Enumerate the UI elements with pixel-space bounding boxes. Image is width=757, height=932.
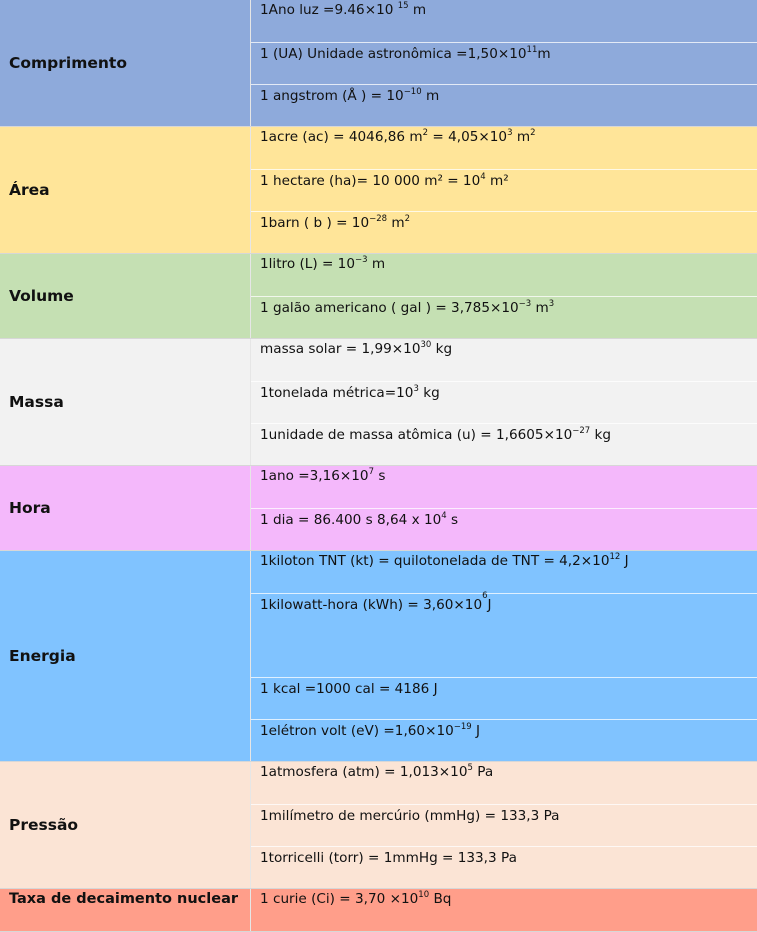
conversion-text: 1 galão americano ( gal ) = 3,785×10: [260, 300, 519, 316]
conversion-text: 1 angstrom (Å ) = 10: [260, 88, 404, 104]
conversion-text: m: [387, 215, 405, 231]
conversion-row: [251, 254, 757, 296]
conversion-row: [251, 169, 757, 211]
conversion-text: J: [471, 723, 481, 739]
exponent: −10: [403, 87, 422, 97]
exponent: 11: [526, 45, 538, 55]
category-label: Área: [9, 181, 50, 199]
conversion-text: kg: [418, 385, 440, 401]
conversion-text: Pa: [472, 764, 494, 780]
conversion-row: [251, 762, 757, 804]
conversion-text: 1elétron volt (eV) =1,60×10: [260, 723, 454, 739]
exponent: 30: [420, 340, 432, 350]
exponent: −28: [369, 214, 388, 224]
conversion-text: 1litro (L) = 10: [260, 256, 355, 272]
conversion-text: 1kiloton TNT (kt) = quilotonelada de TNT = 4,2×10: [260, 553, 610, 569]
category-group: [0, 551, 757, 762]
conversion-row: [251, 339, 757, 381]
category-group: [0, 127, 757, 254]
conversion-row: [251, 889, 757, 931]
exponent: −27: [572, 426, 591, 436]
conversion-row: 1kilowatt-hora (kWh) = 3,60×10 6 J: [251, 593, 757, 677]
conversion-text: m: [421, 88, 440, 104]
exponent: −19: [453, 722, 472, 732]
exponent: 2: [404, 214, 411, 224]
category-group: [0, 254, 757, 339]
exponent: 7: [368, 467, 374, 477]
conversion-row: [251, 846, 757, 888]
conversion-text: 1tonelada métrica=10: [260, 385, 414, 401]
conversion-row: [251, 508, 757, 550]
conversion-text: Bq: [429, 891, 452, 907]
exponent: 3: [413, 384, 419, 394]
conversion-text: 1milímetro de mercúrio (mmHg) = 133,3 Pa: [260, 808, 560, 824]
conversion-row: [251, 551, 757, 593]
conversion-text: m: [512, 129, 531, 145]
exponent: 15: [397, 1, 409, 11]
category-group: [0, 339, 757, 466]
exponent: 3: [507, 128, 513, 138]
conversion-row: [251, 296, 757, 338]
conversion-text: 1 kcal =1000 cal = 4186 J: [260, 681, 438, 697]
category-group: [0, 466, 757, 551]
conversion-row: [251, 211, 757, 253]
conversion-row: [251, 423, 757, 465]
conversion-text: m: [531, 300, 549, 316]
conversion-text: 1kilowatt-hora (kWh) = 3,60×10: [260, 597, 483, 613]
conversion-text: m²: [485, 173, 509, 189]
conversion-text: J: [487, 597, 492, 613]
exponent: −3: [518, 299, 532, 309]
conversion-row: [251, 804, 757, 846]
conversion-row: [251, 381, 757, 423]
conversion-row: [251, 719, 757, 761]
conversion-row: [251, 42, 757, 84]
conversion-text: = 4,05×10: [428, 129, 508, 145]
conversion-text: kg: [590, 427, 612, 443]
conversion-text: 1torricelli (torr) = 1mmHg = 133,3 Pa: [260, 850, 517, 866]
exponent: 5: [467, 763, 473, 773]
exponent: 10: [418, 890, 430, 900]
conversion-text: massa solar = 1,99×10: [260, 341, 421, 357]
exponent: −3: [354, 255, 368, 265]
exponent: 4: [441, 511, 447, 521]
exponent: 2: [530, 128, 536, 138]
conversion-text: m: [537, 46, 551, 62]
category-label: Taxa de decaimento nuclear: [9, 891, 239, 907]
conversion-text: s: [374, 468, 386, 484]
conversion-text: s: [446, 512, 459, 528]
conversion-text: m: [367, 256, 386, 272]
conversion-text: 1unidade de massa atômica (u) = 1,6605×10: [260, 427, 573, 443]
conversion-text: m: [408, 2, 427, 18]
conversion-row: [251, 127, 757, 169]
category-label: Energia: [9, 647, 76, 665]
category-label: Hora: [9, 499, 51, 517]
conversion-text: 1 (UA) Unidade astronômica =1,50×10: [260, 46, 527, 62]
category-group: [0, 0, 757, 127]
conversion-text: 1acre (ac) = 4046,86 m: [260, 129, 423, 145]
conversion-text: 1 dia = 86.400 s 8,64 x 10: [260, 512, 442, 528]
conversion-text: 1barn ( b ) = 10: [260, 215, 370, 231]
conversion-row: [251, 466, 757, 508]
conversion-text: 1ano =3,16×10: [260, 468, 369, 484]
category-label: Volume: [9, 287, 74, 305]
conversion-text: 1Ano luz =9.46×10: [260, 2, 398, 18]
category-group: [0, 889, 757, 932]
category-label: Comprimento: [9, 54, 127, 72]
exponent: 2: [422, 128, 429, 138]
category-group: [0, 762, 757, 889]
conversion-text: 1atmosfera (atm) = 1,013×10: [260, 764, 468, 780]
category-label: Massa: [9, 393, 64, 411]
category-label: Pressão: [9, 816, 79, 834]
conversion-row: [251, 0, 757, 42]
exponent: 12: [609, 552, 621, 562]
conversion-row: [251, 677, 757, 719]
exponent: 3: [548, 299, 555, 309]
conversion-text: kg: [431, 341, 453, 357]
conversion-row: [251, 84, 757, 126]
conversion-text: 1 hectare (ha)= 10 000 m² = 10: [260, 173, 481, 189]
exponent: 4: [480, 172, 486, 182]
conversion-text: 1 curie (Ci) = 3,70 ×10: [260, 891, 419, 907]
conversion-text: J: [620, 553, 629, 569]
